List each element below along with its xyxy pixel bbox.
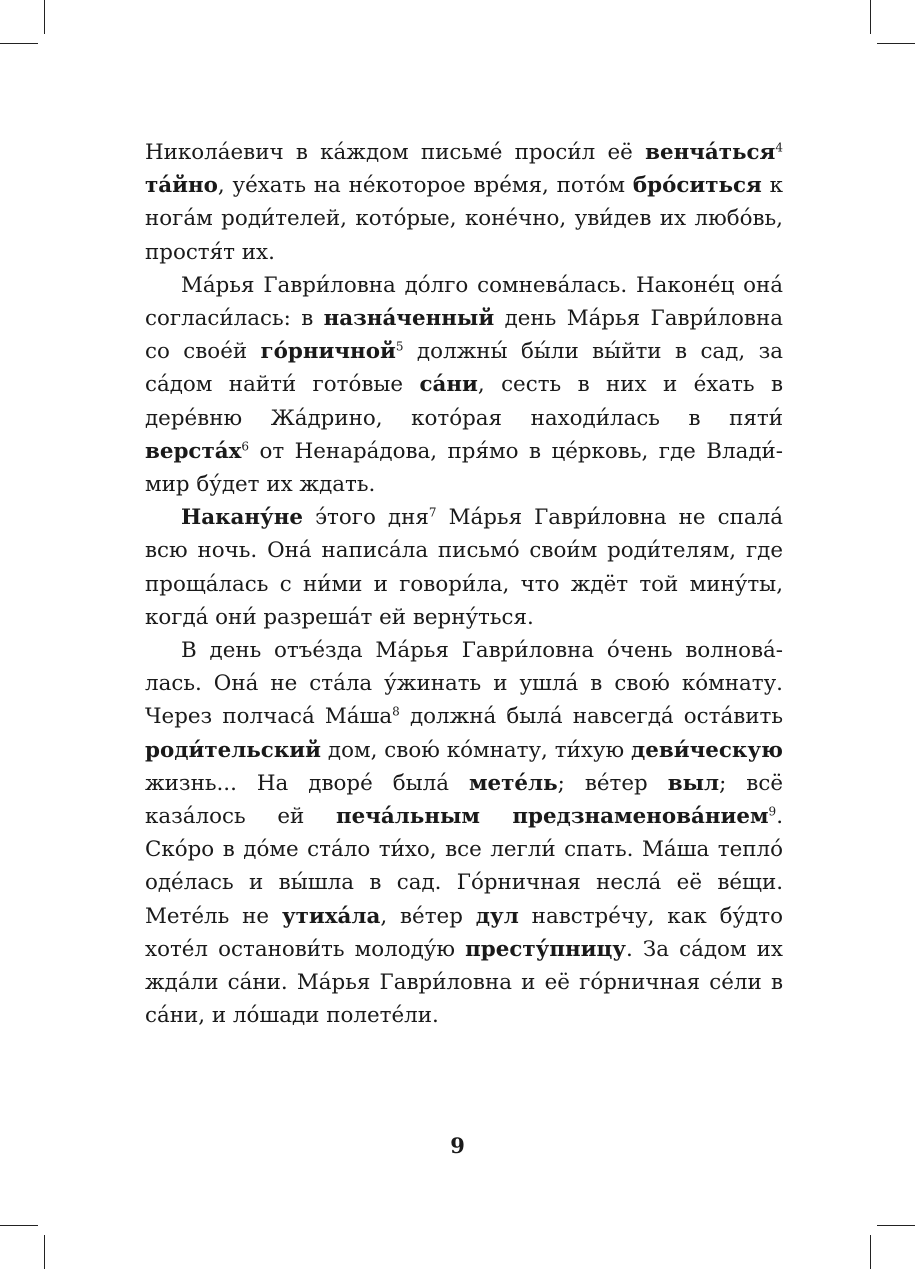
highlighted-word: венча́ться [645,140,776,165]
text-run: ; всё каза́лось ей [145,770,783,830]
text-run: ; ве́тер [557,770,668,796]
text-run: , ве́тер [380,903,476,929]
crop-mark-top-right-h [877,43,915,44]
highlighted-word: назна́ченный [323,306,495,332]
crop-mark-bottom-right [870,1235,871,1269]
text-run: , уе́хать на не́которое вре́мя, пото́м [217,173,633,199]
highlighted-word: престу́пницу [465,936,626,962]
text-run: навстре́чу, как бу́дто хоте́л останови́ть молоду́ю [145,903,784,962]
highlighted-word: Накану́не [181,505,303,531]
highlighted-word: верста́х [145,438,242,464]
text-run: Ма́рья Гаври́ловна до́лго сомнева́лась. Наконе́ц она́ согласи́лась: в [145,272,783,332]
highlighted-word: са́ни [419,372,478,398]
text-run: Никола́евич в ка́ждом письме́ проси́л её [145,140,646,165]
highlighted-word: деви́ческую [631,737,783,763]
crop-mark-bottom-left [44,1235,45,1269]
paragraph-4 [145,634,783,1032]
footnote-marker: 8 [392,705,400,720]
crop-mark-bottom-left-h [0,1225,38,1226]
text-run: должны́ бы́ли вы́йти в сад, за са́дом найти́ гото́вые [145,339,783,398]
text-run: В день отъе́зда Ма́рья Гаври́ловна о́чень волнова́лась. Она́ не ста́ла у́жинать и ушла́ в свою́ ко́мнату. Через полчаса́ Ма́ша [145,638,783,730]
text-run: . Ско́ро в до́ме ста́ло ти́хо, все легли́ спать. Ма́ша тепло́ оде́лась и вы́шла в сад. Го́рничная несла́ её ве́щи. Мете́ль не [145,804,783,929]
highlighted-word: го́рничной [260,339,396,365]
highlighted-word: дул [475,903,519,929]
highlighted-word: выл [667,770,720,796]
text-run: к нога́м роди́телей, кото́рые, коне́чно, уви́дев их любо́вь, простя́т их. [145,173,783,265]
footnote-marker: 9 [768,804,777,819]
highlighted-word: та́йно [145,173,218,199]
paragraph-2 [145,269,783,501]
crop-mark-bottom-right-h [877,1225,915,1226]
footnote-marker: 4 [775,140,783,155]
highlighted-word: бро́ситься [632,173,762,199]
text-run: . За са́дом их жда́ли са́ни. Ма́рья Гаври́ловна и её го́рничная се́ли в са́ни, и ло́шади полете́ли. [145,936,783,1029]
text-run: жизнь... На дворе́ была́ [145,770,469,796]
text-run: от Ненара́дова, пря́мо в це́рковь, где Влади́мир бу́дет их ждать. [145,438,783,498]
footnote-marker: 6 [241,439,249,454]
page-number: 9 [450,1133,465,1158]
book-text [145,136,783,1032]
highlighted-word: роди́тельский [145,737,322,763]
highlighted-word: печа́льным предзнаменова́нием [335,804,769,830]
text-run: дом, свою́ ко́мнату, ти́хую [321,737,632,763]
highlighted-word: утиха́ла [281,903,381,929]
footnote-marker: 7 [428,505,437,520]
text-run: э́того дня [303,505,429,531]
crop-mark-top-right [870,0,871,34]
paragraph-3 [145,501,783,634]
crop-mark-top-left-h [0,43,38,44]
text-run: Ма́рья Гаври́ловна не спала́ всю ночь. Она́ написа́ла письмо́ свои́м роди́телям, где проща́лась с ни́ми и говори́ла, что ждёт той мину́ты, когда́ они́ разреша́т ей верну́ться. [145,505,783,630]
footnote-marker: 5 [395,339,404,354]
text-run: , сесть в них и е́хать в дере́вню Жа́дрино, кото́рая находи́лась в пяти́ [145,372,783,431]
text-run: день Ма́рья Гаври́ловна со свое́й [145,306,783,365]
text-run: должна́ была́ навсегда́ оста́вить [399,704,783,730]
crop-mark-top-left [44,0,45,34]
paragraph-1 [145,136,783,269]
highlighted-word: мете́ль [468,770,558,796]
